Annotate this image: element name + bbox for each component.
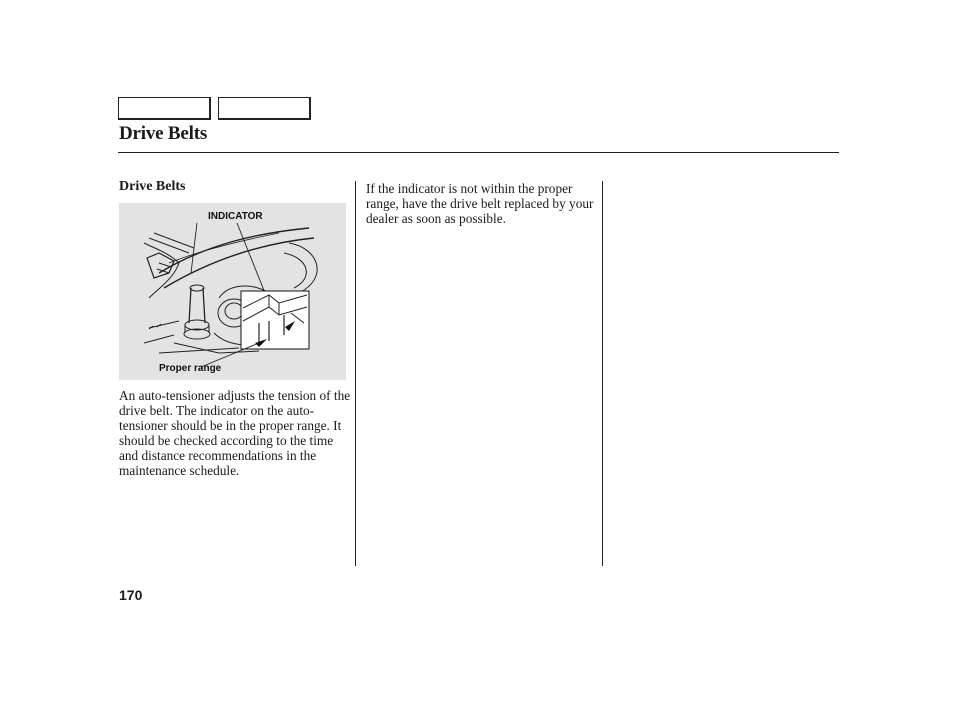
column-divider-1 (355, 181, 356, 566)
indicator-label: INDICATOR (208, 211, 263, 222)
body-paragraph-2: If the indicator is not within the proper range, have the drive belt replaced by your dealer as soon as possible. (366, 181, 594, 226)
section-heading: Drive Belts (119, 179, 186, 194)
nav-tab-2[interactable] (218, 97, 311, 120)
body-paragraph-1: An auto-tensioner adjusts the tension of the drive belt. The indicator on the auto-tensioner should be in the proper range. It should be checked according to the time and distance recommendations in the maintenance schedule. (119, 388, 351, 478)
proper-range-label: Proper range (159, 363, 222, 374)
page-number: 170 (119, 587, 143, 603)
title-divider (118, 152, 839, 153)
auto-tensioner-figure (119, 203, 346, 380)
column-divider-2 (602, 181, 603, 566)
nav-tab-1[interactable] (118, 97, 211, 120)
auto-tensioner-illustration (119, 203, 346, 380)
page-title: Drive Belts (119, 123, 208, 144)
